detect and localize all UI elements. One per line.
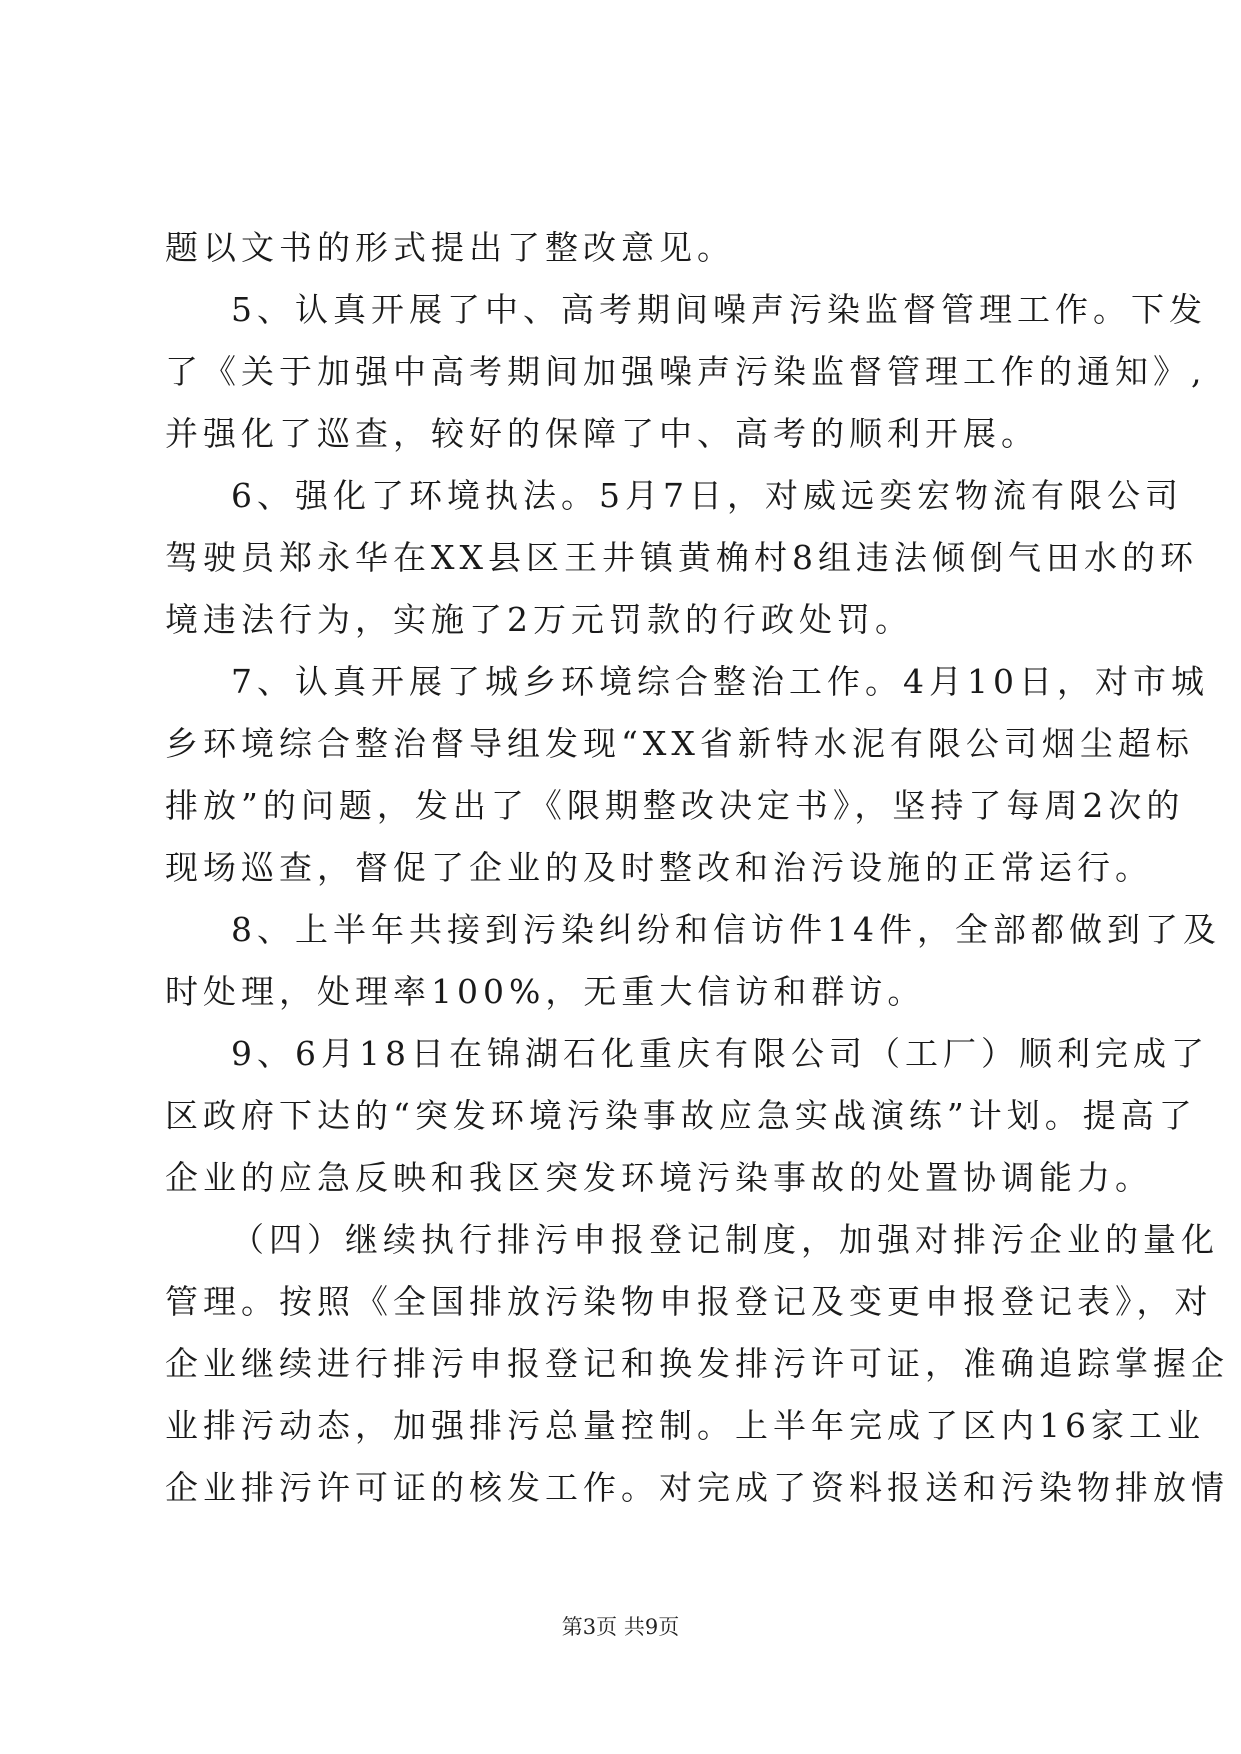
page-footer: 第3页 共9页 bbox=[561, 1615, 680, 1639]
text-line: 排放”的问题，发出了《限期整改决定书》，坚持了每周2次的 bbox=[165, 786, 1185, 825]
text-line: 8、上半年共接到污染纠纷和信访件14件，全部都做到了及 bbox=[231, 910, 1221, 949]
text-line: 题以文书的形式提出了整改意见。 bbox=[165, 228, 735, 267]
text-line: （四）继续执行排污申报登记制度，加强对排污企业的量化 bbox=[231, 1220, 1219, 1259]
text-line: 业排污动态，加强排污总量控制。上半年完成了区内16家工业 bbox=[165, 1406, 1205, 1445]
text-line: 6、强化了环境执法。5月7日，对威远奕宏物流有限公司 bbox=[231, 476, 1183, 515]
text-line: 现场巡查，督促了企业的及时整改和治污设施的正常运行。 bbox=[165, 848, 1153, 887]
text-line: 并强化了巡查，较好的保障了中、高考的顺利开展。 bbox=[165, 414, 1039, 453]
text-line: 乡环境综合整治督导组发现“XX省新特水泥有限公司烟尘超标 bbox=[165, 724, 1194, 763]
text-line: 区政府下达的“突发环境污染事故应急实战演练”计划。提高了 bbox=[165, 1096, 1197, 1135]
text-line: 9、6月18日在锦湖石化重庆有限公司（工厂）顺利完成了 bbox=[231, 1034, 1209, 1073]
text-line: 企业排污许可证的核发工作。对完成了资料报送和污染物排放情 bbox=[165, 1468, 1229, 1507]
text-line: 时处理，处理率100%，无重大信访和群访。 bbox=[165, 972, 926, 1011]
text-line: 7、认真开展了城乡环境综合整治工作。4月10日，对市城 bbox=[231, 662, 1209, 701]
text-line: 企业的应急反映和我区突发环境污染事故的处置协调能力。 bbox=[165, 1158, 1153, 1197]
text-line: 境违法行为，实施了2万元罚款的行政处罚。 bbox=[165, 600, 913, 639]
text-line: 管理。按照《全国排放污染物申报登记及变更申报登记表》，对 bbox=[165, 1282, 1213, 1321]
text-line: 5、认真开展了中、高考期间噪声污染监督管理工作。下发 bbox=[231, 290, 1207, 329]
text-line: 企业继续进行排污申报登记和换发排污许可证，准确追踪掌握企 bbox=[165, 1344, 1229, 1383]
text-line: 驾驶员郑永华在XX县区王井镇黄桷村8组违法倾倒气田水的环 bbox=[165, 538, 1198, 577]
text-line: 了《关于加强中高考期间加强噪声污染监督管理工作的通知》, bbox=[165, 352, 1207, 391]
